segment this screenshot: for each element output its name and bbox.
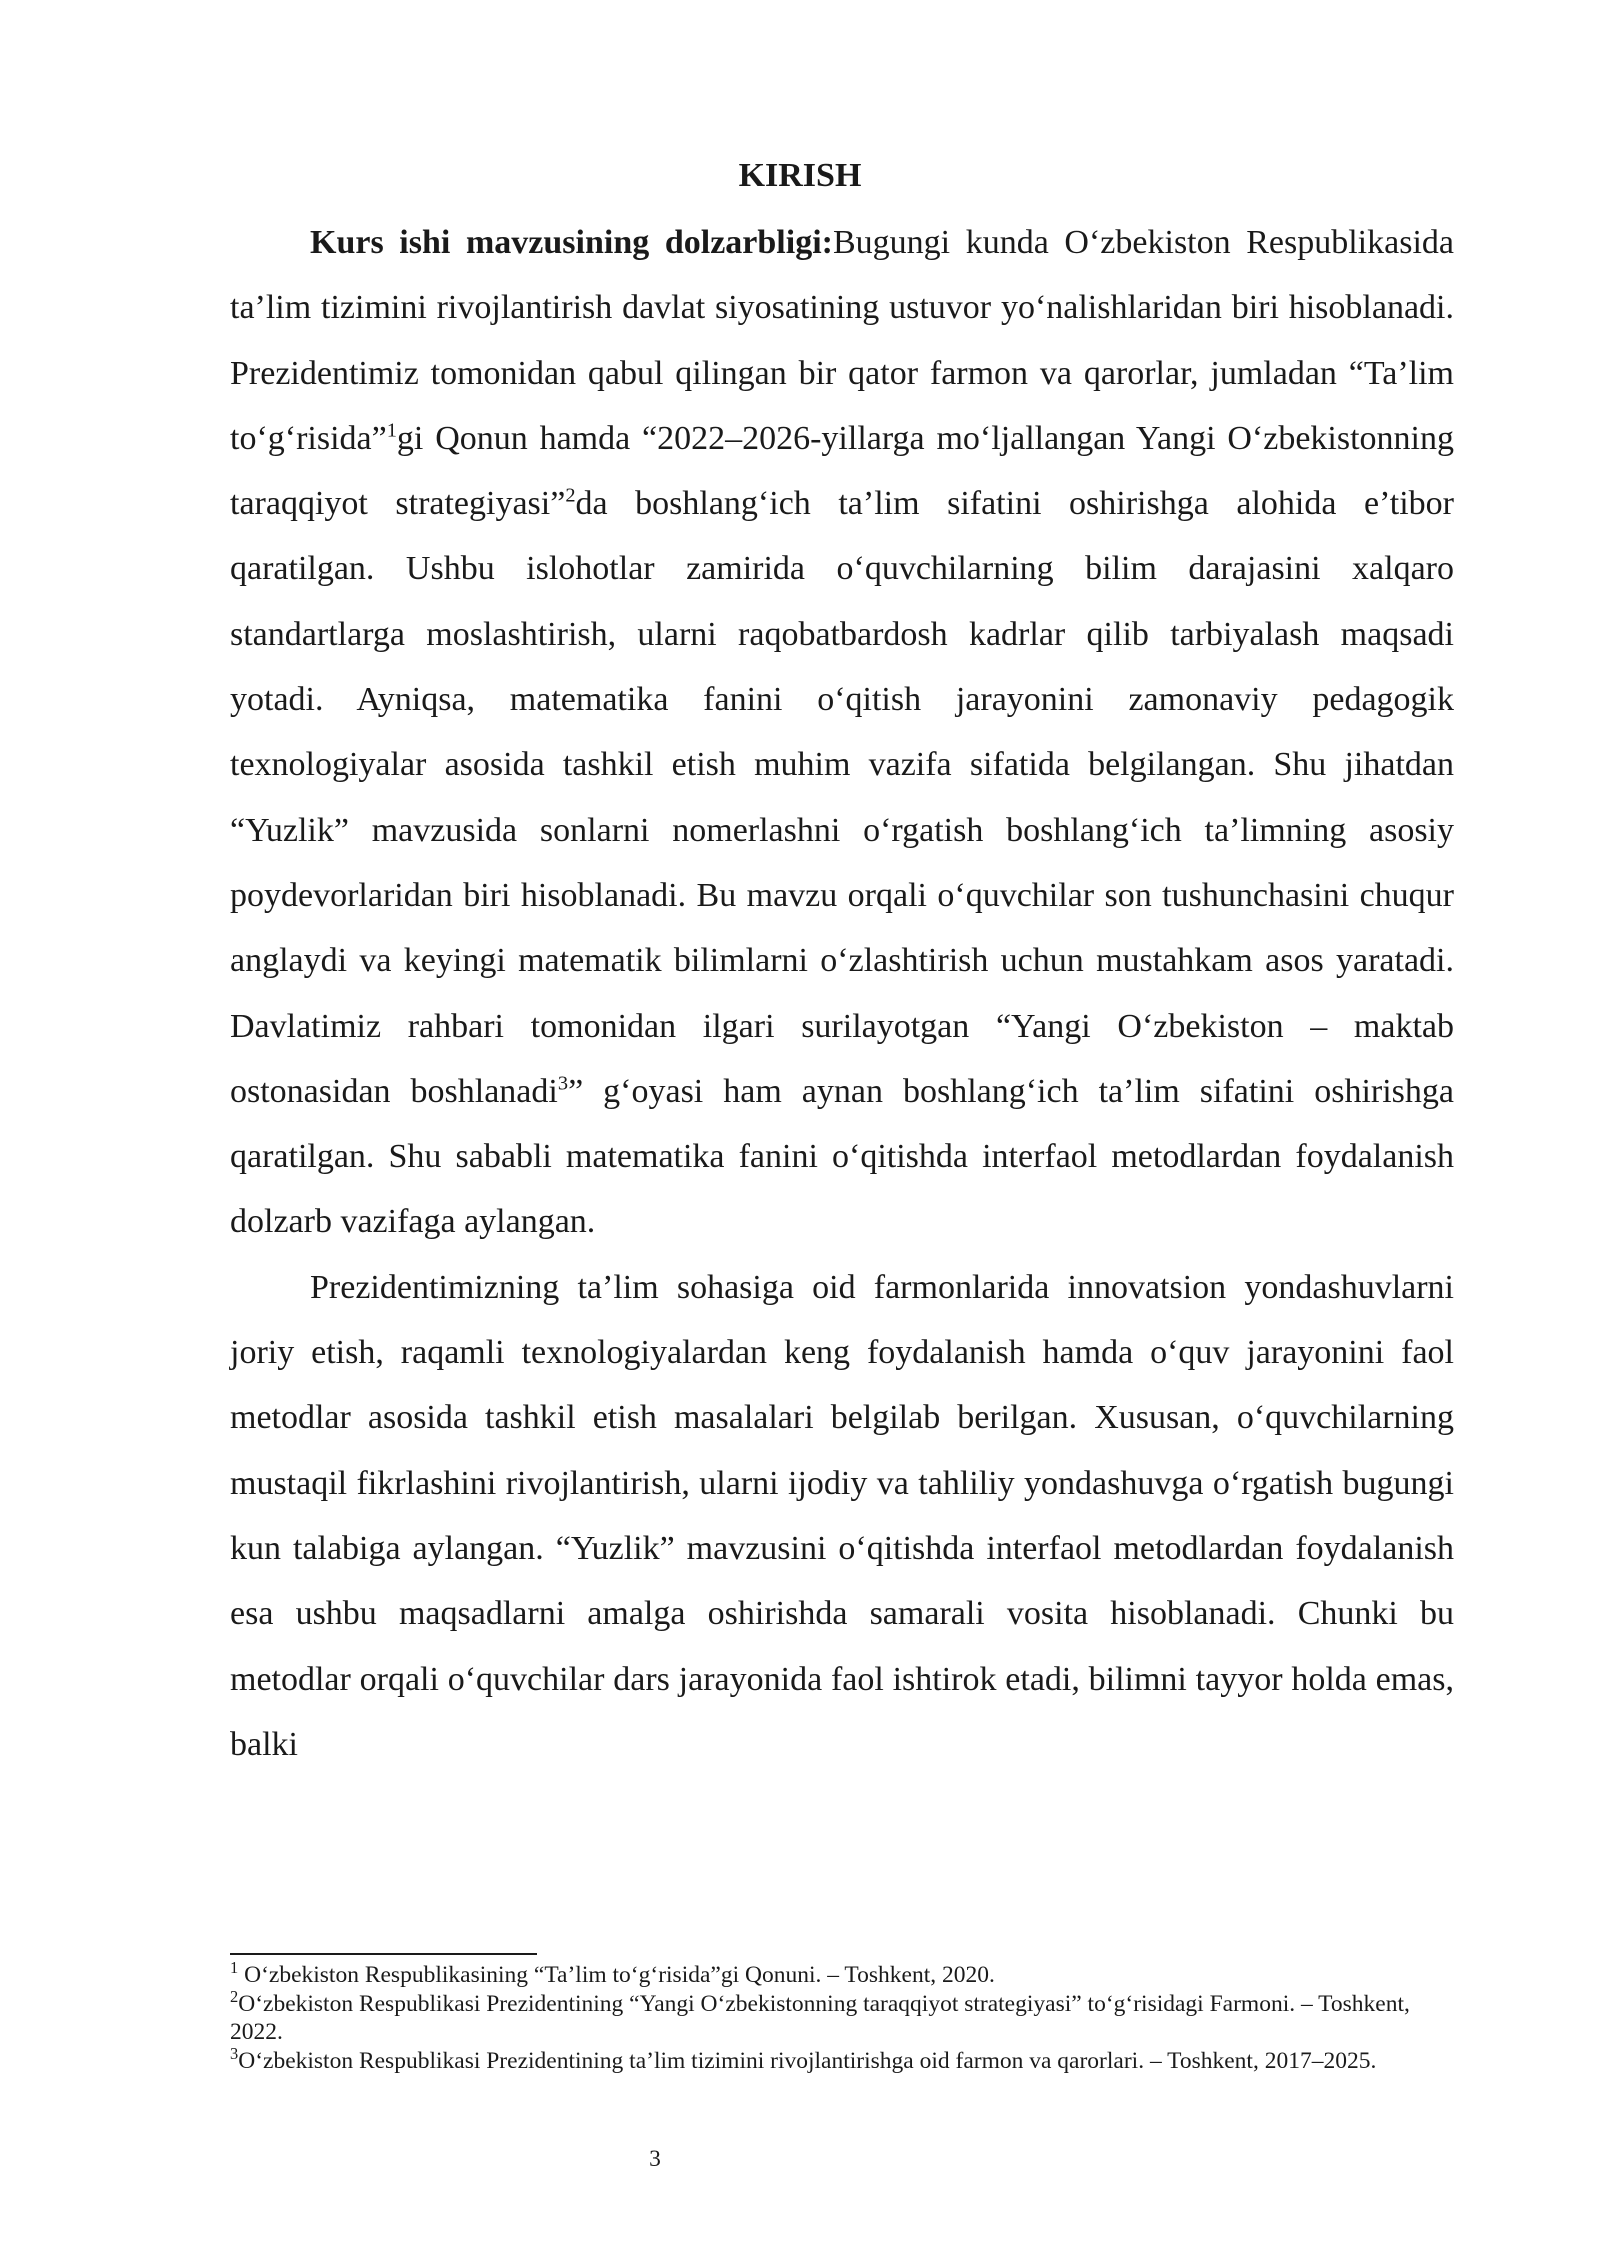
footnote-1-text: O‘zbekiston Respublikasining “Ta’lim to‘g‘risida”gi Qonuni. – Toshkent, 2020. (238, 1962, 995, 1988)
section-heading: KIRISH (738, 157, 862, 194)
footnote-1 (230, 1958, 1454, 1990)
footnote-2-text: O‘zbekiston Respublikasi Prezidentining “Yangi O‘zbekistonning taraqqiyot strategiyasi” to‘g‘risidagi Farmoni. – Toshkent, 2022. (230, 1990, 1410, 2045)
paragraph-1-text-4: ” g‘oyasi ham aynan boshlang‘ich ta’lim sifatini oshirishga qaratilgan. Shu sababli matematika fanini o‘qitishda interfaol metodlardan foydalanish dolzarb vazifaga aylangan. (230, 1072, 1455, 1241)
footnote-ref-1: 1 (386, 419, 397, 442)
footnote-1-mark: 1 (230, 1958, 239, 1978)
footnotes (230, 1958, 1454, 2075)
paragraph-1-text-2: gi Qonun hamda “2022–2026-yillarga mo‘ljallangan Yangi O‘zbekistonning taraqqiyot strategiyasi” (230, 419, 1454, 523)
footnote-2-mark: 2 (230, 1986, 239, 2006)
footnote-2 (230, 1986, 1454, 2047)
paragraph-1-text-3: da boshlang‘ich ta’lim sifatini oshirishga alohida e’tibor qaratilgan. Ushbu islohotlar zamirida o‘quvchilarning bilim darajasini xalqaro standartlarga moslashtirish, ularni raqobatbardosh kadrlar qilib tarbiyalash maqsadi yotadi. Ayniqsa, matematika fanini o‘qitish jarayonini zamonaviy pedagogik texnologiyalar asosida tashkil etish muhim vazifa sifatida belgilangan. Shu jihatdan “Yuzlik” mavzusida sonlarni nomerlashni o‘rgatish boshlang‘ich ta’limning asosiy poydevorlaridan biri hisoblanadi. Bu mavzu orqali o‘quvchilar son tushunchasini chuqur anglaydi va keyingi matematik bilimlarni o‘zlashtirish uchun mustahkam asos yaratadi. Davlatimiz rahbari tomonidan ilgari surilayotgan “Yangi O‘zbekiston – maktab ostonasidan boshlanadi (230, 485, 1455, 1110)
page-number: 3 (649, 2146, 661, 2172)
footnote-separator (230, 1953, 537, 1955)
footnote-3-mark: 3 (230, 2043, 239, 2063)
footnote-ref-2: 2 (565, 484, 576, 507)
paragraph-1-text-1: Bugungi kunda O‘zbekiston Respublikasida ta’lim tizimini rivojlantirish davlat siyosatining ustuvor yo‘nalishlaridan biri hisoblanadi. Prezidentimiz tomonidan qabul qilingan bir qator farmon va qarorlar, jumladan “Ta’lim to‘g‘risida” (230, 224, 1454, 457)
paragraph-2: Prezidentimizning ta’lim sohasiga oid farmonlarida innovatsion yondashuvlarni joriy etish, raqamli texnologiyalardan keng foydalanish hamda o‘quv jarayonini faol metodlar asosida tashkil etish masalalari belgilab berilgan. Xususan, o‘quvchilarning mustaqil fikrlashini rivojlantirish, ularni ijodiy va tahliliy yondashuvga o‘rgatish bugungi kun talabiga aylangan. “Yuzlik” mavzusini o‘qitishda interfaol metodlardan foydalanish esa ushbu maqsadlarni amalga oshirishda samarali vosita hisoblanadi. Chunki bu metodlar orqali o‘quvchilar dars jarayonida faol ishtirok etadi, bilimni tayyor holda emas, balki (230, 1268, 1454, 1763)
footnote-ref-3: 3 (557, 1072, 569, 1095)
footnote-3 (230, 2043, 1454, 2076)
body-text (230, 210, 1454, 1777)
footnote-3-text: O‘zbekiston Respublikasi Prezidentining ta’lim tizimini rivojlantirishga oid farmon va qarorlari. – Toshkent, 2017–2025. (238, 2047, 1377, 2074)
paragraph-1-lead: Kurs ishi mavzusining dolzarbligi: (310, 224, 833, 261)
paragraph-1 (230, 210, 1454, 1255)
